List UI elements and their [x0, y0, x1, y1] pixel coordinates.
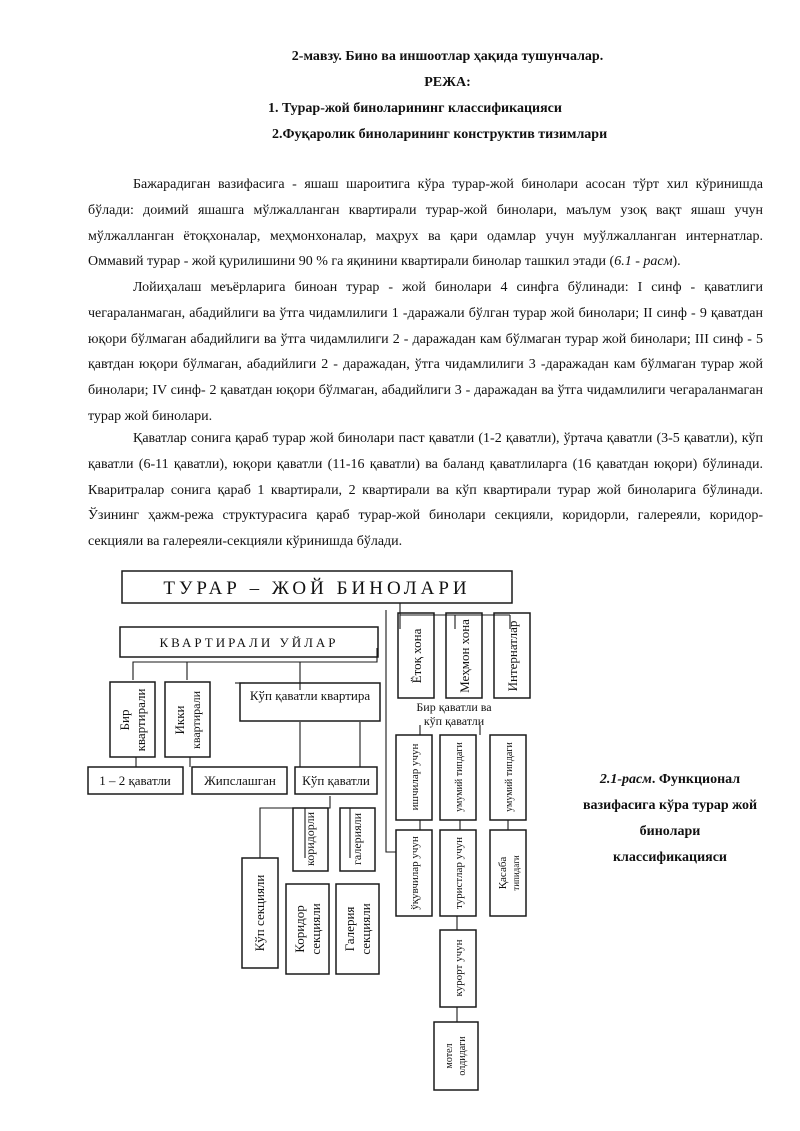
plan-item-2: 2.Фуқаролик биноларининг конструктив тизимлари [272, 127, 608, 142]
node-general-type-1-label: умумий типдаги [454, 742, 465, 812]
node-low-rise-label: 1 – 2 қаватли [99, 773, 171, 788]
caption-number: 2.1-расм [599, 772, 652, 787]
paragraph-1-end: ). [672, 254, 681, 270]
label-single-multi-2: кўп қаватли [423, 714, 485, 728]
plan-item-1: 1. Турар-жой биноларининг классификацияси [268, 101, 562, 116]
topic-title: 2-мавзу. Бино ва иншоотлар ҳақида тушунчалар. [291, 49, 604, 64]
node-multi-storey-label: Кўп қаватли [302, 773, 370, 788]
node-motel [434, 1022, 478, 1090]
node-resort-label: курорт учун [453, 939, 465, 997]
node-root-label: ТУРАР – ЖОЙ БИНОЛАРИ [163, 578, 471, 599]
node-corridor-label: коридорли [303, 812, 317, 866]
paragraph-1-text: Бажарадиган вазифасига - яшаш шароитига кўра турар-жой бинолари асосан тўрт хил кўринишда бўлади: доимий яшашга мўлжалланган квартирали турар-жой бинолари, маълум узоқ вақт яшаш учун мўлжалланган ётоқхоналар, меҳмонхоналар, маҳрух ва қари одамлар учун муўлжалланган интернатлар. Оммавий турар - жой қурилишини 90 % га яқинини квартирали бинолар ташкил этади ( [88, 177, 763, 270]
caption-line-4: классификацияси [612, 850, 727, 865]
node-multi-section-label: Кўп секцияли [252, 874, 267, 952]
figure-caption [570, 767, 770, 871]
node-one-apt-label-1: Бир [117, 709, 132, 731]
caption-line-2: вазифасига кўра турар жой [582, 798, 758, 813]
node-boarding-label: Интернатлар [505, 620, 520, 692]
node-dense-label: Жипслашган [204, 773, 276, 788]
node-gallery-label: галерияли [350, 812, 364, 866]
plan-title: РЕЖА: [424, 75, 471, 90]
node-gallery-section-label-1: Галерия [342, 906, 357, 952]
node-town-type-label-1: Қасаба [497, 856, 509, 890]
node-two-apt-label-1: Икки [172, 705, 187, 735]
node-for-students-label: ўқувчилар учун [409, 836, 421, 910]
node-general-type-2-label: умумий типдаги [504, 742, 515, 812]
node-for-workers-label: ишчилар учун [409, 743, 421, 811]
caption-line-3: бинолари [639, 824, 701, 839]
paragraph-2: Лойиҳалаш меъёрларига биноан турар - жой бинолари 4 синфга бўлинади: I синф - қаватлиги чегараланмаган, абадийлиги ва ўтга чидамлилиги 1 -даражали бўлган турар жой бинолари; II синф - 9 қаватдан юқори бўлмаган абадийлиги ва ўтга чидамлилиги 2 - даражадан кам бўлмаган турар жой бинолари; III синф - 5 қавтдан юқори бўлмаган, абадийлиги 2 - даражадан, ўтга чидамлилиги 3 -даражадан кам бўлмаган турар жой бинолари; IV синф- 2 қаватдан юқори бўлмаган, абадийлиги 3 - даражадан ва ўтга чидамлилиги чегараланмаган турар жой бинолари. [88, 280, 763, 424]
node-dormitory-label: Ётоқ хона [409, 628, 424, 684]
node-gallery-section-label-2: секцияли [358, 903, 373, 955]
paragraph-3: Қаватлар сонига қараб турар жой бинолари паст қаватли (1-2 қаватли), ўртача қаватли (3-5 қаватли), кўп қаватли (6-11 қаватли), юқори қаватли (11-16 қаватли) ва баланд қаватлиларга (16 қаватдан юқори) бўлинади. Кваритралар сонига қараб 1 квартирали, 2 квартирали ва кўп квартирали турар жой биноларига бўлинади. Ўзининг ҳажм-режа структурасига қараб турар-жой бинолари секцияли, коридорли, галереяли, коридор-секцияли ва галереяли-секцияли кўринишда бўлади. [88, 431, 763, 550]
node-one-apt-label-2: квартирали [133, 688, 148, 752]
node-corridor-section-label-1: Коридор [292, 905, 307, 953]
label-single-multi-1: Бир қаватли ва [416, 700, 492, 714]
caption-text-1: . Функционал [651, 772, 741, 787]
node-corridor-section-label-2: секцияли [308, 903, 323, 955]
node-two-apt-label-2: квартирали [189, 690, 203, 750]
node-town-type-label-2: типидаги [511, 855, 521, 891]
figure-reference: 6.1 - расм [614, 254, 673, 270]
node-hotel-label: Меҳмон хона [457, 619, 472, 693]
node-multi-storey-apt-label: Кўп қаватли квартира [249, 688, 371, 703]
node-for-tourists-label: туристлар учун [453, 836, 465, 910]
node-motel-label-2: олдидаги [457, 1036, 468, 1076]
node-motel-label-1: мотел [444, 1043, 455, 1069]
node-apartments-label: КВАРТИРАЛИ УЙЛАР [159, 635, 339, 650]
caption-line-1 [570, 767, 770, 793]
